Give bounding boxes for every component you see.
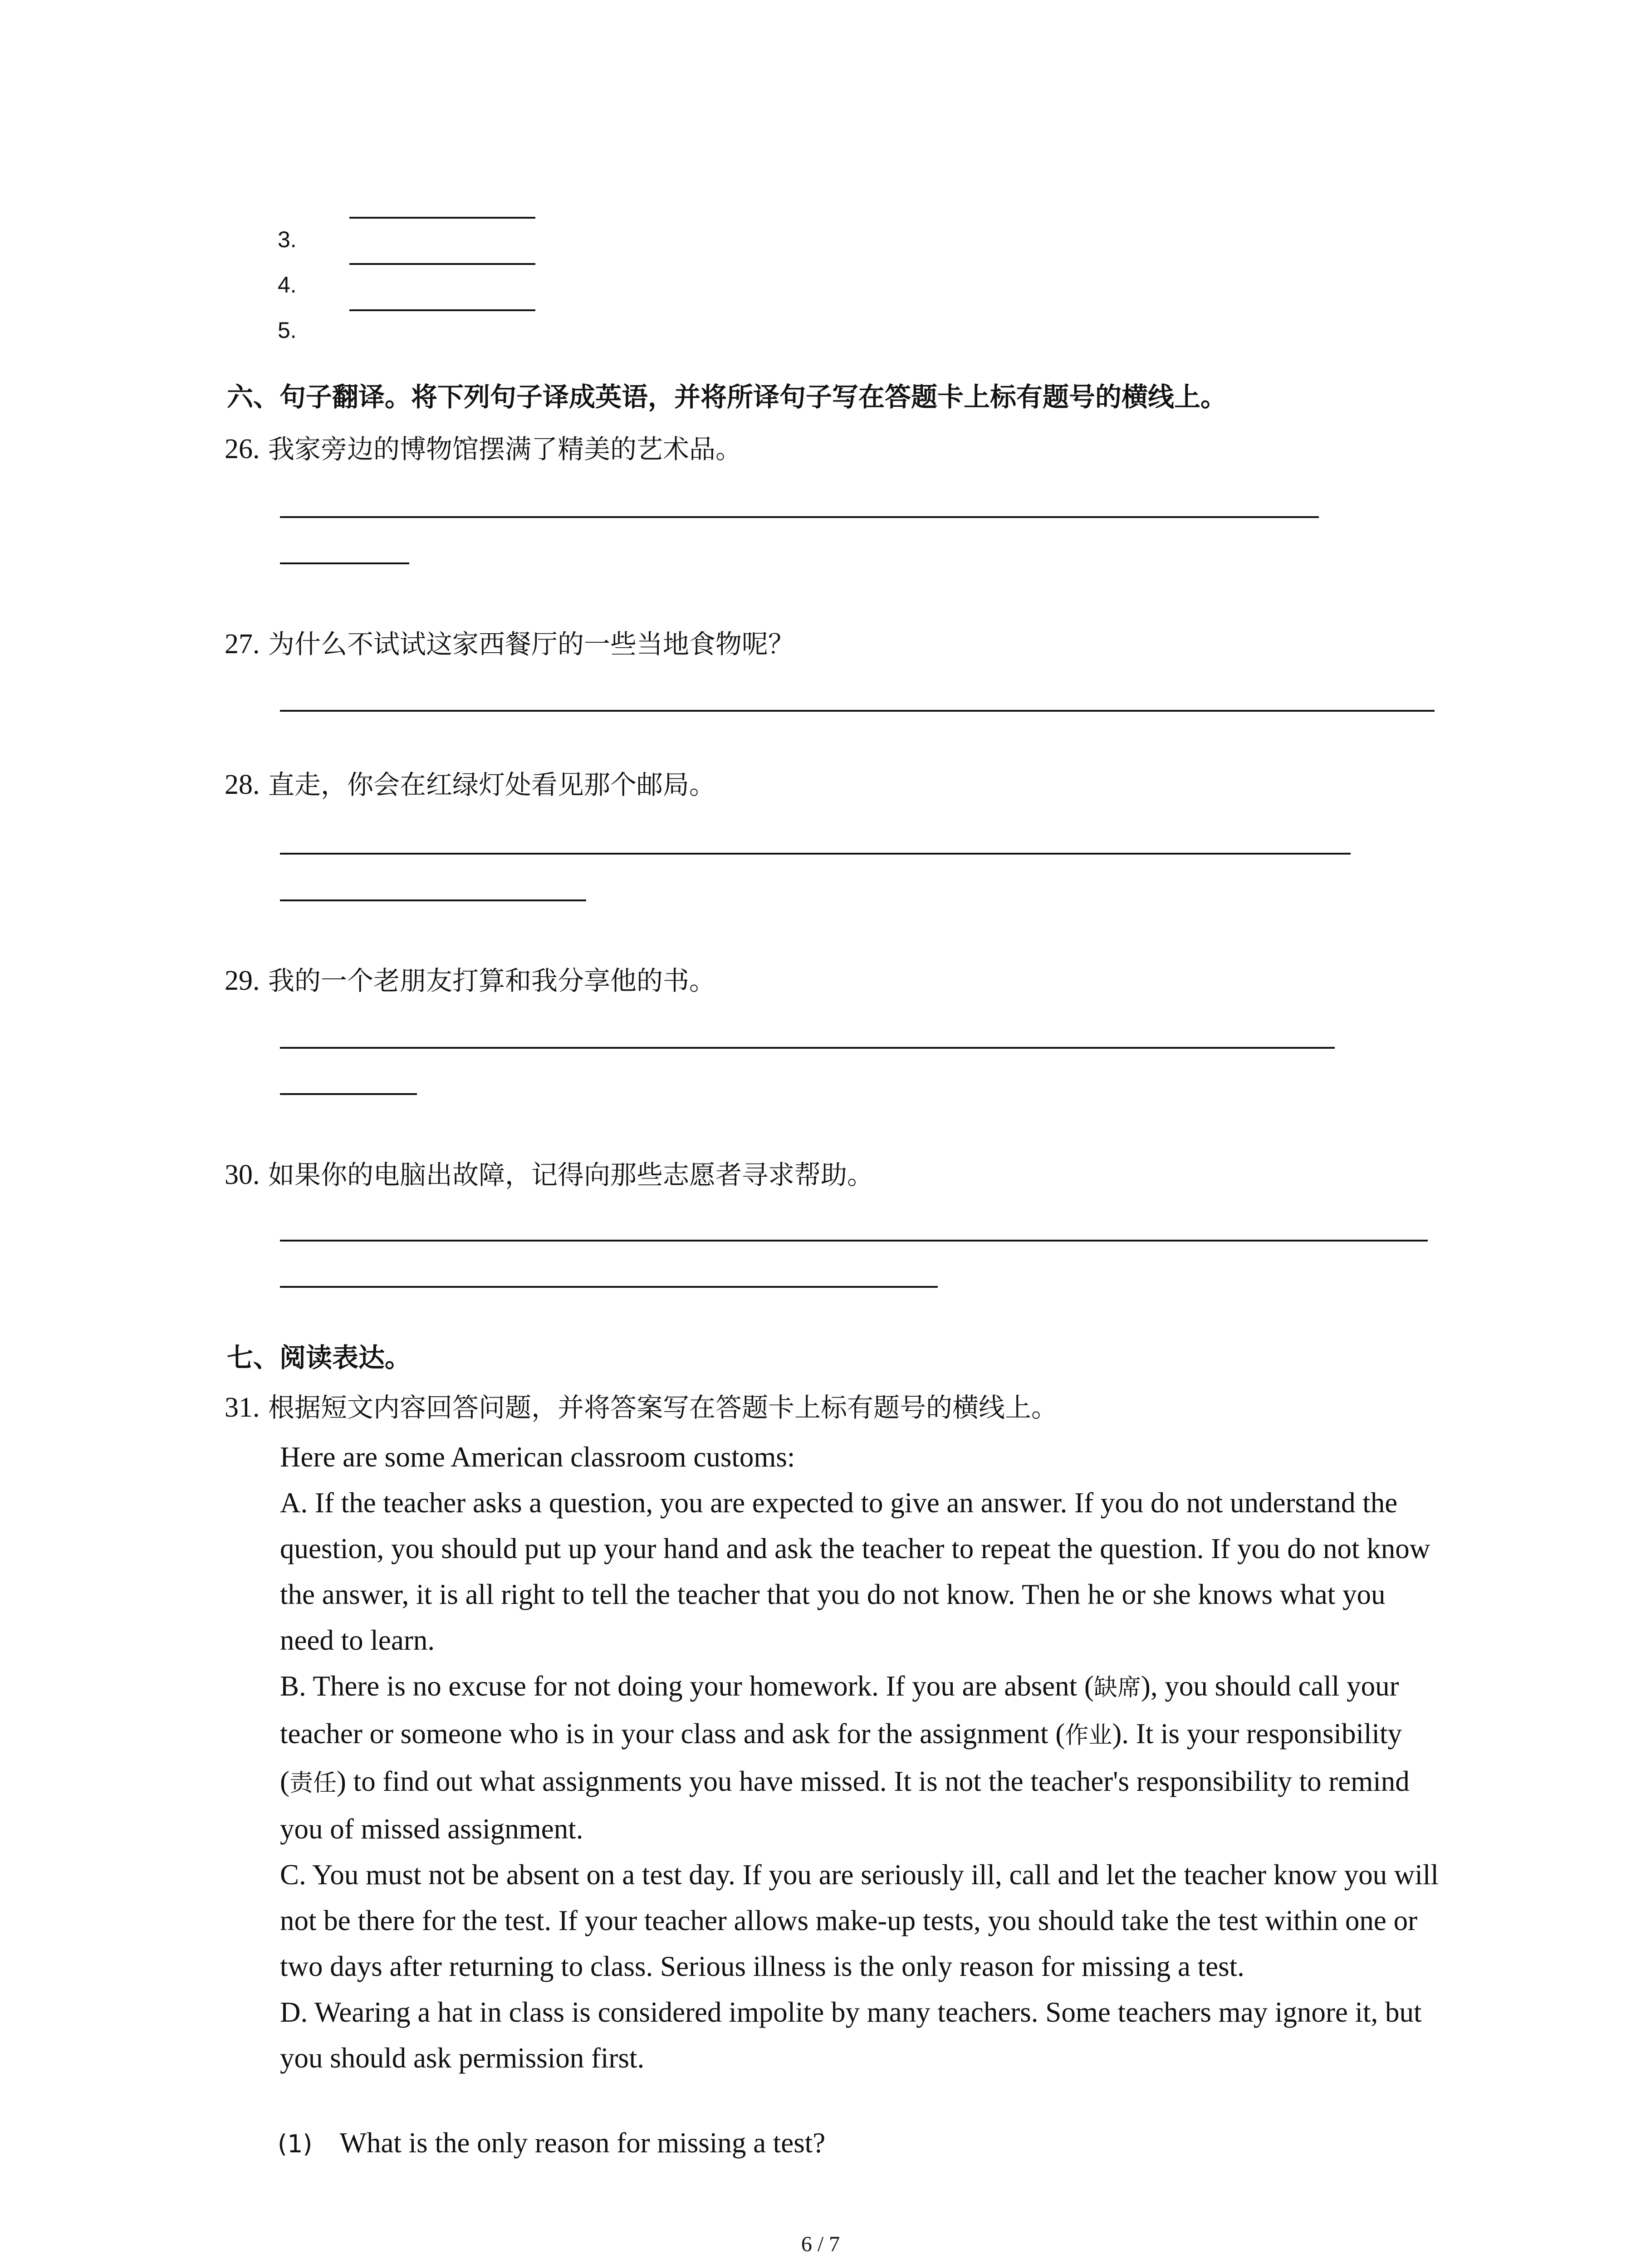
answer-line[interactable] xyxy=(280,899,586,901)
section-6-heading: 六、句子翻译。将下列句子译成英语，并将所译句子写在答题卡上标有题号的横线上。 xyxy=(227,381,1227,412)
question-28 xyxy=(225,767,715,803)
gloss-responsibility: 责任 xyxy=(289,1769,337,1797)
answer-line[interactable] xyxy=(280,1093,417,1095)
passage-paragraph-a: A. If the teacher asks a question, you are expected to give an answer. If you do not understand the question, you should put up your hand and ask the teacher to repeat the question. If you do not know the answer, it is all right to tell the teacher that you do not know. Then he or she knows what you need to learn. xyxy=(280,1487,1430,1656)
answer-line[interactable] xyxy=(280,710,1435,712)
passage-intro: Here are some American classroom customs: xyxy=(280,1441,795,1473)
question-text: 直走，你会在红绿灯处看见那个邮局。 xyxy=(268,769,715,800)
question-number: 27. xyxy=(225,629,260,660)
question-number: 30. xyxy=(225,1159,260,1190)
question-29 xyxy=(225,963,715,999)
answer-line[interactable] xyxy=(280,1240,1428,1242)
sub-question-text: What is the only reason for missing a test? xyxy=(339,2127,826,2159)
question-number: 26. xyxy=(225,434,260,464)
question-number: 29. xyxy=(225,965,260,996)
answer-line[interactable] xyxy=(280,853,1351,855)
gloss-absent: 缺席 xyxy=(1093,1674,1141,1701)
question-text: 为什么不试试这家西餐厅的一些当地食物呢？ xyxy=(268,629,794,660)
passage-paragraph-b: B. There is no excuse for not doing your homework. If you are absent (缺席), you should call your teacher or someone who is in your class and ask for the assignment (作业). It is your responsibility (责任) to find out what assignments you have missed. It is not the teacher's responsibility to remind you of missed assignment. xyxy=(280,1670,1410,1845)
question-text: 我家旁边的博物馆摆满了精美的艺术品。 xyxy=(268,434,742,464)
question-31 xyxy=(225,1389,1058,1426)
question-26 xyxy=(225,431,742,467)
blank-number: 4. xyxy=(278,272,297,298)
question-text: 如果你的电脑出故障，记得向那些志愿者寻求帮助。 xyxy=(268,1159,873,1190)
gloss-assignment: 作业 xyxy=(1065,1722,1112,1749)
answer-line[interactable] xyxy=(280,562,409,564)
question-number: 28. xyxy=(225,769,260,800)
answer-line[interactable] xyxy=(280,516,1319,518)
question-instruction: 根据短文内容回答问题，并将答案写在答题卡上标有题号的横线上。 xyxy=(268,1392,1058,1423)
question-30 xyxy=(225,1157,873,1193)
question-number: 31. xyxy=(225,1392,260,1423)
section-7-heading: 七、阅读表达。 xyxy=(227,1342,411,1373)
blank-number: 3. xyxy=(278,227,297,252)
answer-blank[interactable] xyxy=(349,263,535,265)
passage-paragraph-c: C. You must not be absent on a test day. If you are seriously ill, call and let the teacher know you will not be there for the test. If your teacher allows make-up tests, you should take the test within one or two days after returning to class. Serious illness is the only reason for missing a test. xyxy=(280,1859,1439,1982)
reading-passage xyxy=(280,1434,1441,2081)
passage-paragraph-d: D. Wearing a hat in class is considered impolite by many teachers. Some teachers may ignore it, but you should ask permission first. xyxy=(280,1996,1422,2074)
blank-number: 5. xyxy=(278,318,297,343)
sub-question-mark: (1) xyxy=(278,2130,313,2158)
question-27 xyxy=(225,626,794,662)
sub-question-1 xyxy=(278,2125,825,2162)
question-text: 我的一个老朋友打算和我分享他的书。 xyxy=(268,965,715,996)
answer-blank[interactable] xyxy=(349,217,535,219)
answer-line[interactable] xyxy=(280,1047,1335,1049)
answer-blank[interactable] xyxy=(349,309,535,311)
page-number: 6 / 7 xyxy=(801,2232,840,2256)
answer-line[interactable] xyxy=(280,1286,938,1288)
